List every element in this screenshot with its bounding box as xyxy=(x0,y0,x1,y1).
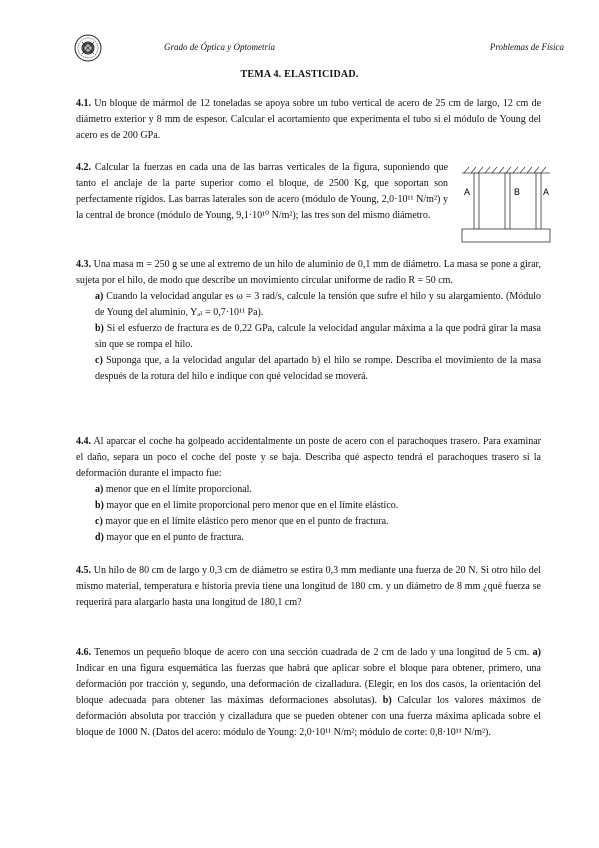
problem-intro: Una masa m = 250 g se une al extremo de un hilo de aluminio de 0,1 mm de diámetro. La masa se pone a girar, sujeta por el hilo, de modo que describe un movimiento circular uniforme de radio R = 50 cm. xyxy=(76,259,541,286)
bar-center xyxy=(505,173,510,229)
bars-figure xyxy=(458,165,554,243)
part-text: Suponga que, a la velocidad angular del apartado b) el hilo se rompe. Describa el movimiento de la masa después de la rotura del hilo e indique con qué velocidad se moverá. xyxy=(95,355,542,382)
bar-left xyxy=(474,173,479,229)
part-label: a) xyxy=(95,291,104,302)
option-text: mayor que en el límite elástico pero menor que en el punto de fractura. xyxy=(105,516,389,527)
header-course: Grado de Óptica y Optometría xyxy=(164,42,275,52)
problem-text: Un bloque de mármol de 12 toneladas se apoya sobre un tubo vertical de acero de 25 cm de largo, 12 cm de diámetro exterior y 8 mm de espesor. Calcular el acortamiento que experimenta el tubo si el módulo de Young del acero es de 200 GPa. xyxy=(76,98,542,141)
option-label: b) xyxy=(95,500,104,511)
option-label: a) xyxy=(95,484,104,495)
problem-4-3 xyxy=(76,257,541,385)
problem-number: 4.1. xyxy=(76,98,91,109)
problem-text: Calcular la fuerzas en cada una de las barras verticales de la figura, suponiendo que tanto el anclaje de la parte superior como el bloque, de 2500 Kg, que soportan son perfectamente rígidos. Las barras laterales son de acero (módulo de Young, 2,0·10¹¹ N/m²) y la central de bronce (módulo de Young, 9,1·10¹⁰ N/m²); las tres son del mismo diámetro. xyxy=(76,162,449,221)
list-item xyxy=(76,514,541,530)
part-text: Cuando la velocidad angular es ω = 3 rad/s, calcule la tensión que sufre el hilo y su alargamiento. (Módulo de Young del aluminio, Yₐₗ = 0,7·10¹¹ Pa). xyxy=(95,291,542,318)
option-label: d) xyxy=(95,532,104,543)
problem-number: 4.3. xyxy=(76,259,91,270)
bar-label-left: A xyxy=(464,187,471,197)
problem-4-4 xyxy=(76,434,541,546)
page-title: TEMA 4. ELASTICIDAD. xyxy=(240,69,359,80)
bar-label-right: A xyxy=(543,187,550,197)
bar-right xyxy=(536,173,541,229)
part-label: c) xyxy=(95,355,103,366)
problem-intro: Al aparcar el coche ha golpeado accidentalmente un poste de acero con el parachoques trasero. Para examinar el daño, separa un poco el coche del poste y se baja. Describa qué aspecto tendrá el parachoques trasero si la deformación durante el impacto fue: xyxy=(76,436,541,479)
problem-4-2 xyxy=(76,160,448,224)
problem-number: 4.2. xyxy=(76,162,91,173)
option-text: mayor que en el límite proporcional pero menor que en el límite elástico. xyxy=(106,500,399,511)
option-text: menor que en el límite proporcional. xyxy=(105,484,252,495)
problem-text: Un hilo de 80 cm de largo y 0,3 cm de diámetro se estira 0,3 mm mediante una fuerza de 20 N. Si otro hilo del mismo material, temperatura e historia previa tiene una longitud de 180 cm. y un diámetro de 8 mm ¿qué fuerza se requerirá para alargarlo hasta una longitud de 180,1 cm? xyxy=(76,565,541,608)
option-text: mayor que en el punto de fractura. xyxy=(106,532,244,543)
list-item xyxy=(76,530,541,546)
part-label: b) xyxy=(382,695,392,706)
header-subject: Problemas de Física xyxy=(489,42,564,52)
rigid-block xyxy=(462,229,550,242)
problem-text: Tenemos un pequeño bloque de acero con una sección cuadrada de 2 cm de lado y una longitud de 5 cm. xyxy=(94,647,530,658)
part-text: Calcular los valores máximos de deformación absoluta por tracción y cizalladura que se pueden obtener con una fuerza máxima aplicada sobre el bloque de 1000 N. (Datos del acero: módulo de Young: 2,0·10¹¹ N/m²; módulo de corte: 0,8·10¹¹ N/m²). xyxy=(76,695,541,738)
problem-number: 4.6. xyxy=(76,647,91,658)
part-text: Indicar en una figura esquemática las fuerzas que habrá que aplicar sobre el bloque para obtener, primero, una deformación por tracción y, segundo, una deformación de cizalladura. (Elegir, en los dos casos, la orientación del bloque adecuada para obtener las máximas deformaciones absolutas). xyxy=(76,663,541,706)
part-label: a) xyxy=(532,647,541,658)
problem-number: 4.4. xyxy=(76,436,91,447)
university-seal-icon xyxy=(74,34,102,62)
list-item xyxy=(76,498,541,514)
list-item xyxy=(76,482,541,498)
problem-4-5 xyxy=(76,563,541,611)
part-text: Si el esfuerzo de fractura es de 0,22 GPa, calcule la velocidad angular máxima a la que podrá girar la masa sin que se rompa el hilo. xyxy=(95,323,541,350)
problem-4-1 xyxy=(76,96,541,144)
ceiling-hatch xyxy=(462,167,550,173)
problem-number: 4.5. xyxy=(76,565,91,576)
option-label: c) xyxy=(95,516,103,527)
part-label: b) xyxy=(95,323,104,334)
bar-label-center: B xyxy=(514,187,521,197)
problem-4-6 xyxy=(76,645,541,741)
page-header xyxy=(74,34,564,64)
